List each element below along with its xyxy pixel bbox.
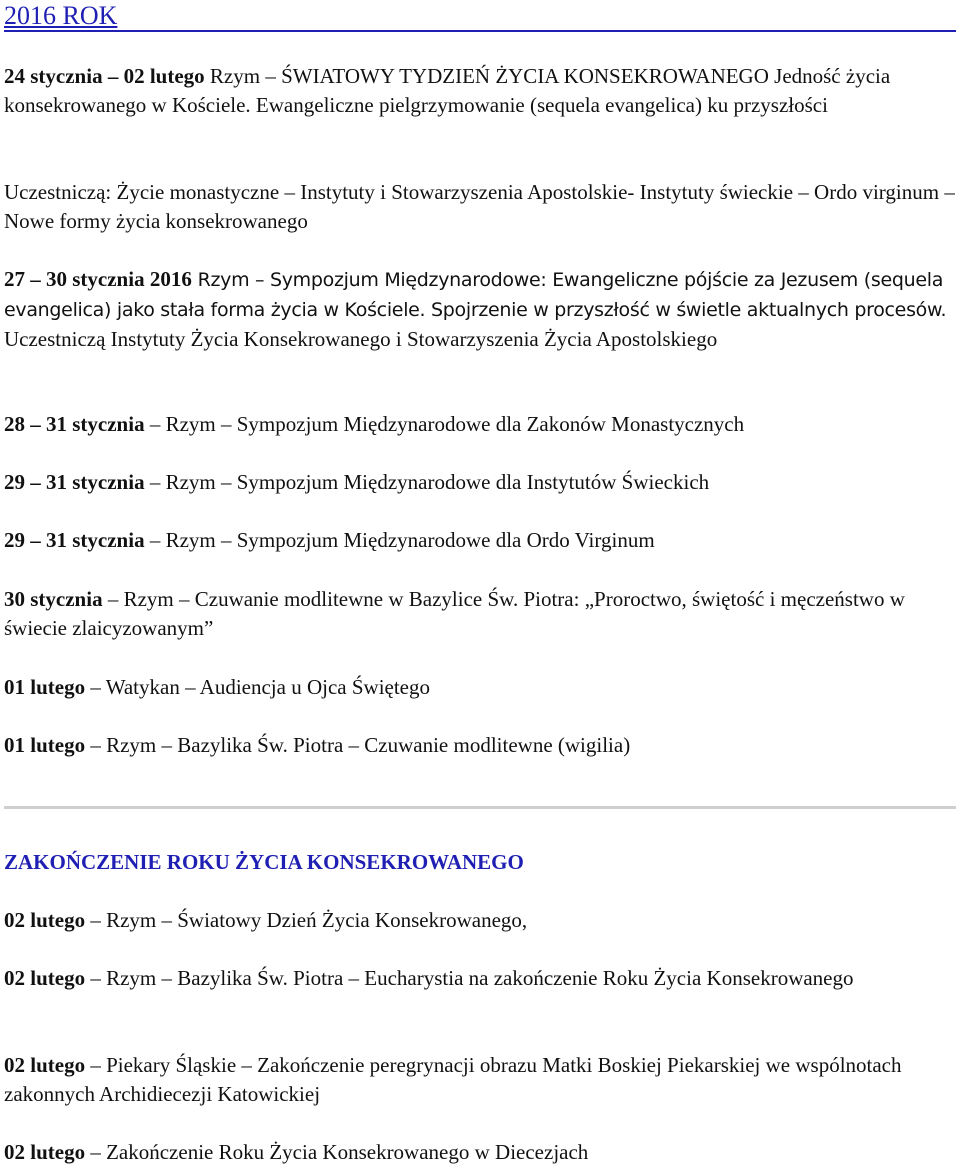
entry-symposium-international [4,265,956,354]
closing-entry-piekary [4,1051,956,1109]
entry-text-sans: Rzym – Sympozjum Międzynarodowe: Ewangeliczne pójście za Jezusem (sequela evangelica) jako stała forma życia w Kościele. Spojrzenie w przyszłość w świetle aktualnych procesów. [4,269,947,321]
entry-text: – Zakończenie Roku Życia Konsekrowanego w Diecezjach [85,1140,589,1164]
entry-text: – Rzym – Bazylika Św. Piotra – Czuwanie modlitewne (wigilia) [85,733,631,757]
entry-text: Jedność życia konsekrowanego w Kościele. Ewangeliczne pielgrzymowanie (sequela evangelica) ku przyszłości [4,64,891,117]
entry-text: – Rzym – Bazylika Św. Piotra – Eucharystia na zakończenie Roku Życia Konsekrowanego [85,966,854,990]
entry-text: – Rzym – Czuwanie modlitewne w Bazylice Św. Piotra: „Proroctwo, świętość i męczeństwo w świecie zlaicyzowanym” [4,587,905,640]
entry-prayer-vigil-basilica [4,585,956,643]
closing-entry-eucharist [4,964,956,993]
entry-date: 02 lutego [4,1053,86,1077]
entry-ordo-virginum-symposium [4,526,956,555]
entry-text: – Rzym – Sympozjum Międzynarodowe dla Ordo Virginum [144,528,655,552]
year-heading: 2016 ROK [4,0,956,32]
closing-entry-dioceses [4,1138,956,1167]
entry-date: 28 – 31 stycznia [4,412,145,436]
entry-bold-title: Rzym – ŚWIATOWY TYDZIEŃ ŻYCIA KONSEKROWANEGO [209,64,769,88]
entry-vigil [4,731,956,760]
section-divider [4,806,956,809]
entry-date: 02 lutego [4,1140,86,1164]
entry-date: 30 stycznia [4,587,103,611]
entry-text: – Piekary Śląskie – Zakończenie peregrynacji obrazu Matki Boskiej Piekarskiej we wspólnotach zakonnych Archidiecezji Katowickiej [4,1053,902,1106]
entry-text: – Watykan – Audiencja u Ojca Świętego [85,675,430,699]
entry-text: Uczestniczą Instytuty Życia Konsekrowanego i Stowarzyszenia Życia Apostolskiego [4,327,718,351]
entry-date: 02 lutego [4,908,86,932]
entry-secular-symposium [4,468,956,497]
entry-date: 27 – 30 stycznia 2016 [4,267,192,291]
entry-text: – Rzym – Sympozjum Międzynarodowe dla Zakonów Monastycznych [144,412,745,436]
entry-participants: Uczestniczą: Życie monastyczne – Instytuty i Stowarzyszenia Apostolskie- Instytuty świeckie – Ordo virginum – Nowe formy życia konsekrowanego [4,180,955,233]
entry-date: 01 lutego [4,675,86,699]
entry-papal-audience [4,673,956,702]
entry-date: 24 stycznia – 02 lutego [4,64,205,88]
entry-monastic-symposium [4,410,956,439]
entry-world-week [4,62,956,120]
entry-text: – Rzym – Sympozjum Międzynarodowe dla Instytutów Świeckich [144,470,710,494]
entry-date: 29 – 31 stycznia [4,528,145,552]
entry-date: 02 lutego [4,966,86,990]
entry-text: – Rzym – Światowy Dzień Życia Konsekrowanego, [85,908,528,932]
closing-entry-world-day [4,906,956,935]
section-heading: ZAKOŃCZENIE ROKU ŻYCIA KONSEKROWANEGO [4,850,524,874]
entry-date: 29 – 31 stycznia [4,470,145,494]
entry-date: 01 lutego [4,733,86,757]
